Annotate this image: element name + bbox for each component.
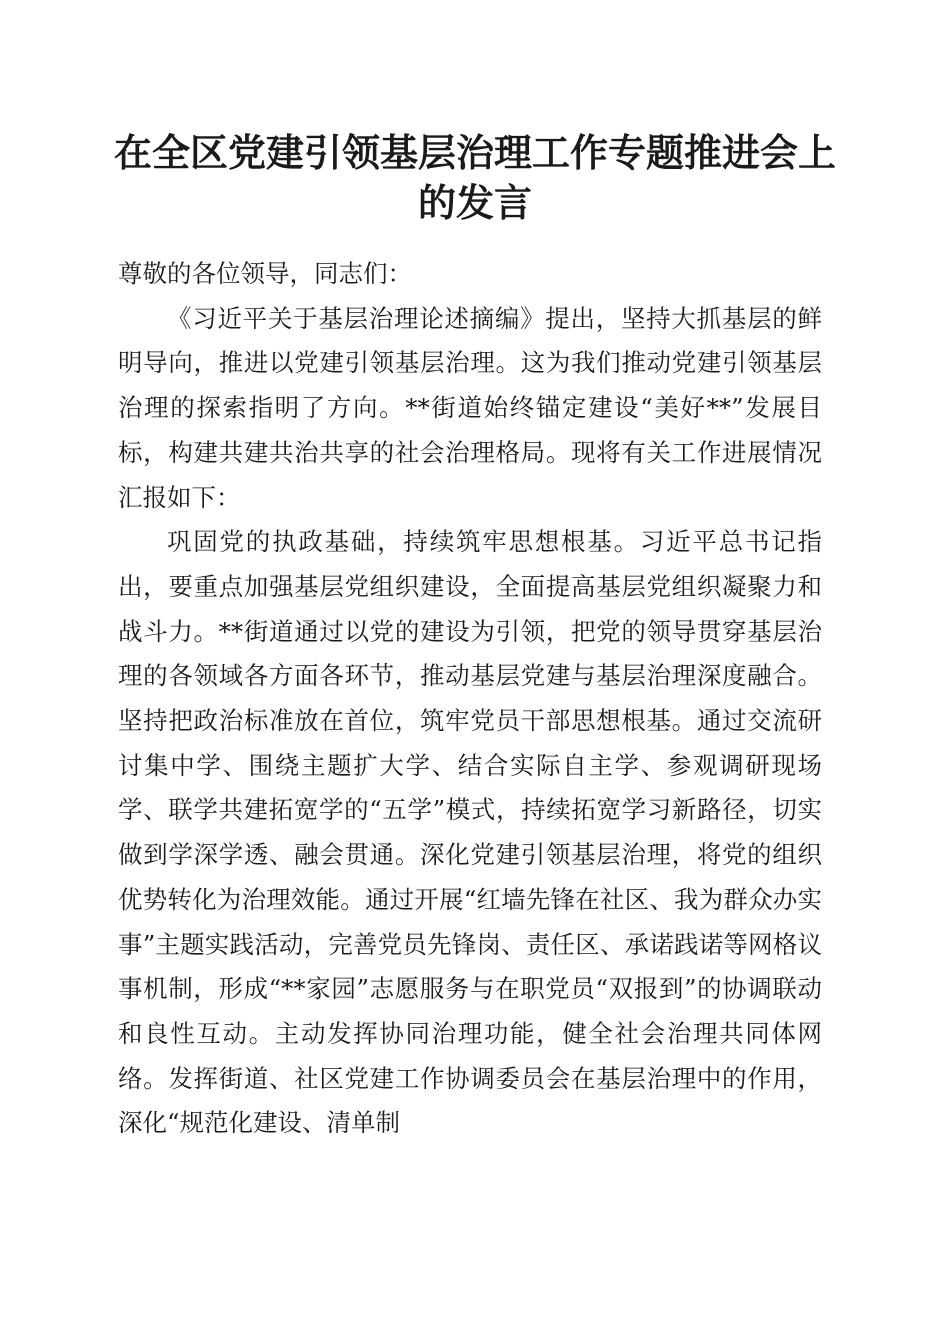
- document-title: 在全区党建引领基层治理工作专题推进会上的发言: [113, 130, 836, 225]
- paragraph-party-foundation: 巩固党的执政基础，持续筑牢思想根基。习近平总书记指出，要重点加强基层党组织建设，全面提高基层党组织凝聚力和战斗力。**街道通过以党的建设为引领，把党的领导贯穿基层治理的各领域各方面各环节，推动基层党建与基层治理深度融合。坚持把政治标准放在首位，筑牢党员干部思想根基。通过交流研讨集中学、围绕主题扩大学、结合实际自主学、参观调研现场学、联学共建拓宽学的“五学”模式，持续拓宽学习新路径，切实做到学深学透、融会贯通。深化党建引领基层治理，将党的组织优势转化为治理效能。通过开展“红墙先锋在社区、我为群众办实事”主题实践活动，完善党员先锋岗、责任区、承诺践诺等网格议事机制，形成“**家园”志愿服务与在职党员“双报到”的协调联动和良性互动。主动发挥协同治理功能，健全社会治理共同体网络。发挥街道、社区党建工作协调委员会在基层治理中的作用，深化“规范化建设、清单制: [118, 527, 822, 1138]
- document-body: [118, 252, 822, 1146]
- salutation: 尊敬的各位领导，同志们：: [118, 259, 412, 288]
- paragraph-intro: 《习近平关于基层治理论述摘编》提出，坚持大抓基层的鲜明导向，推进以党建引领基层治理。这为我们推动党建引领基层治理的探索指明了方向。**街道始终锚定建设“美好**”发展目标，构建共建共治共享的社会治理格局。现将有关工作进展情况汇报如下：: [118, 303, 822, 512]
